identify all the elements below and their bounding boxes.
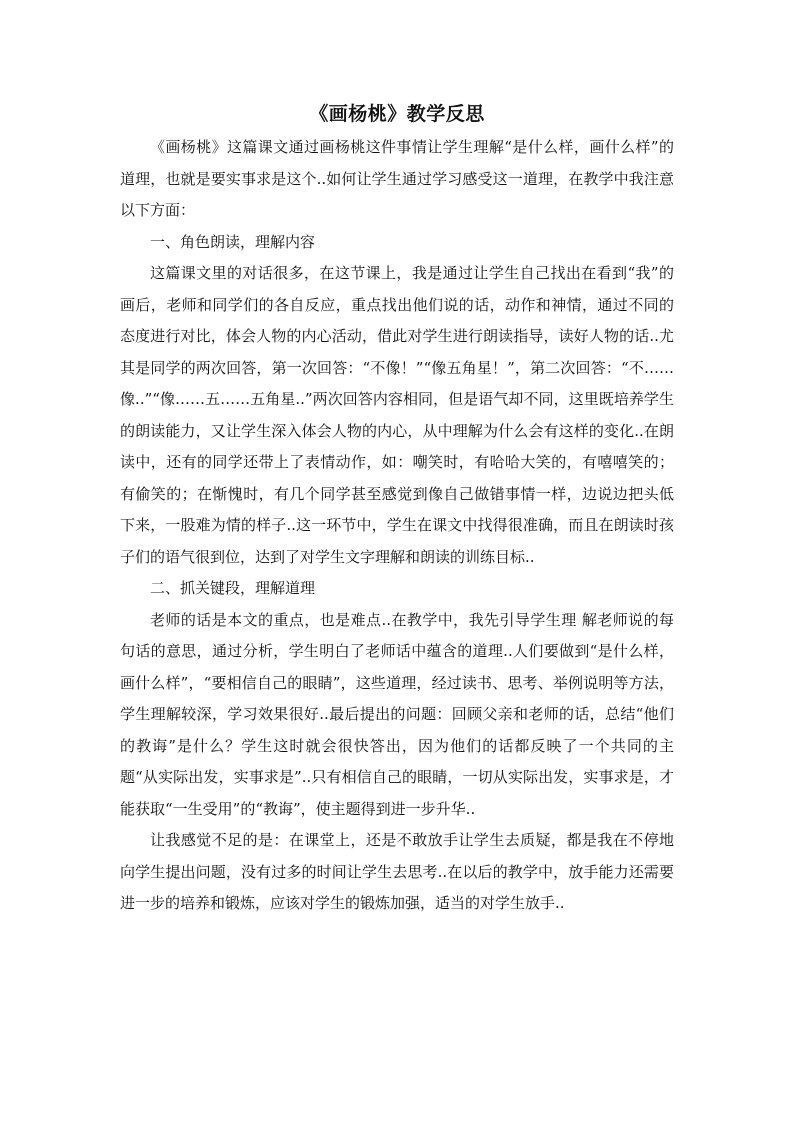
conclusion-paragraph: 让我感觉不足的是：在课堂上，还是不敢放手让学生去质疑，都是我在不停地向学生提出问题，没有过多的时间让学生去思考..在以后的教学中，放手能力还需要进一步的培养和锻炼，应该对学生的锻炼加强，适当的对学生放手.. bbox=[120, 831, 674, 912]
section-body-2: 老师的话是本文的重点，也是难点..在教学中，我先引导学生理 解老师说的每句话的意思，通过分析，学生明白了老师话中蕴含的道理..人们要做到“是什么样，画什么样”，“要相信自己的眼睛”，这些道理，经过读书、思考、举例说明等方法，学生理解较深，学习效果很好..最后提出的问题：回顾父亲和老师的话，总结“他们的教诲”是什么？学生这时就会很快答出，因为他们的话都反映了一个共同的主题“从实际出发，实事求是”..只有相信自己的眼睛，一切从实际出发，实事求是，才能获取“一生受用”的“教诲”，使主题得到进一步升华.. bbox=[120, 610, 674, 818]
section-heading-1: 一、角色朗读，理解内容 bbox=[150, 232, 316, 251]
section-body-1: 这篇课文里的对话很多，在这节课上，我是通过让学生自己找出在看到“我”的画后，老师和同学们的各自反应，重点找出他们说的话，动作和神情，通过不同的态度进行对比，体会人物的内心活动，借此对学生进行朗读指导，读好人物的话..尤其是同学的两次回答，第一次回答：“不像！”“像五角星！”，第二次回答：“不……像..”“像……五……五角星..”两次回答内容相同，但是语气却不同，这里既培养学生的朗读能力，又让学生深入体会人物的内心，从中理解为什么会有这样的变化..在朗读中，还有的同学还带上了表情动作，如：嘲笑时，有哈哈大笑的，有嘻嘻笑的；有偷笑的；在惭愧时，有几个同学甚至感觉到像自己做错事情一样，边说边把头低下来，一股难为情的样子..这一环节中，学生在课文中找得很准确，而且在朗读时孩子们的语气很到位，达到了对学生文字理解和朗读的训练目标.. bbox=[120, 264, 674, 566]
section-heading-2: 二、抓关键段，理解道理 bbox=[150, 579, 316, 597]
document-page bbox=[120, 96, 674, 920]
document-title: 《画杨桃》教学反思 bbox=[309, 103, 485, 125]
intro-paragraph: 《画杨桃》这篇课文通过画杨桃这件事情让学生理解“是什么样，画什么样”的道理，也就是要实事求是这个..如何让学生通过学习感受这一道理，在教学中我注意以下方面： bbox=[120, 138, 674, 219]
